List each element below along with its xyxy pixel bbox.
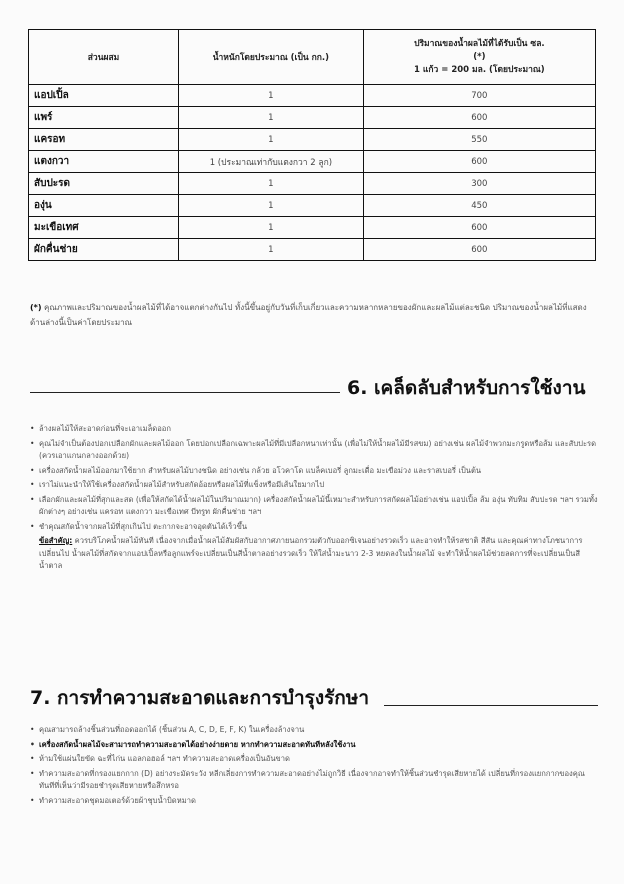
weight-cell: 1 — [179, 85, 364, 107]
yield-cell: 300 — [363, 173, 595, 195]
list-item-emphasis: • เครื่องสกัดน้ำผลไม้จะสามารถทำความสะอาดได้อย่างง่ายดาย หากทำความสะอาดทันทีหลังใช้งาน — [30, 739, 600, 752]
table-row — [29, 129, 596, 151]
list-item: • คุณไม่จำเป็นต้องปอกเปลือกผักและผลไม้ออก โดยปอกเปลือกเฉพาะผลไม้ที่มีเปลือกหนาเท่านั้น (เพื่อไม่ให้น้ำผลไม้มีรสขม) อย่างเช่น ผลไม้จำพวกมะกรูดหรือส้ม และสับปะรด (ควรเอาแกนกลางออกด้วย) — [30, 438, 600, 463]
list-item: • ทำความสะอาดชุดมอเตอร์ด้วยผ้าชุบน้ำบิดหมาด — [30, 795, 600, 808]
ingredient-cell: สับปะรด — [29, 173, 179, 195]
section-6-divider — [30, 392, 340, 393]
table-row — [29, 195, 596, 217]
section-6-title: 6. เคล็ดลับสำหรับการใช้งาน — [347, 377, 586, 399]
list-item: • ล้างผลไม้ให้สะอาดก่อนที่จะเอาเมล็ดออก — [30, 423, 600, 436]
yield-cell: 550 — [363, 129, 595, 151]
list-item: • เลือกผักและผลไม้ที่สุกและสด (เพื่อให้สกัดได้น้ำผลไม้ในปริมาณมาก) เครื่องสกัดน้ำผลไม้นี้เหมาะสำหรับการสกัดผลไม้อย่างเช่น แอปเปิ้ล ส้ม องุ่น ทับทิม สับปะรด ฯลฯ รวมทั้งผักต่างๆ อย่างเช่น แครอท แตงกวา มะเขือเทศ บีทรูท ผักคื่นช่าย ฯลฯ — [30, 494, 600, 519]
ingredient-cell: แครอท — [29, 129, 179, 151]
column-header-yield-line2: (*) — [473, 51, 486, 62]
list-item: • เราไม่แนะนำให้ใช้เครื่องสกัดน้ำผลไม้สำหรับสกัดอ้อยหรือผลไม้ที่แข็งหรือมีเส้นใยมากไป — [30, 479, 600, 492]
section-7-title: 7. การทำความสะอาดและการบำรุงรักษา — [30, 687, 370, 709]
yield-cell: 600 — [363, 107, 595, 129]
important-note-text: ควรบริโภคน้ำผลไม้ทันที เนื่องจากเมื่อน้ำผลไม้สัมผัสกับอากาศภายนอกรวมตัวกับออกซิเจนอย่างรวดเร็ว และอาจทำให้รสชาติ สีสัน และคุณค่าทางโภชนาการเปลี่ยนไป น้ำผลไม้ที่สกัดจากแอปเปิ้ลหรือลูกแพร์จะเปลี่ยนเป็นสีน้ำตาลอย่างรวดเร็ว ให้ใส่น้ำมะนาว 2-3 หยดลงในน้ำผลไม้ จะทำให้น้ำผลไม้ช่วยลดการที่จะเปลี่ยนเป็นสีน้ำตาล — [39, 536, 583, 570]
yield-cell: 600 — [363, 217, 595, 239]
cleaning-list — [30, 724, 600, 809]
weight-cell: 1 — [179, 195, 364, 217]
important-note-label: ข้อสำคัญ: — [39, 536, 73, 545]
list-item: • เครื่องสกัดน้ำผลไม้ออกมาใช้ยาก สำหรับผลไม้บางชนิด อย่างเช่น กล้วย อโวคาโด แบล็คเบอรี่ ลูกมะเดื่อ มะเขือม่วง และราสเบอรี่ เป็นต้น — [30, 465, 600, 478]
column-header-yield-line3: 1 แก้ว = 200 มล. (โดยประมาณ) — [414, 64, 545, 75]
ingredient-cell: แพร์ — [29, 107, 179, 129]
section-7-divider — [384, 705, 598, 706]
yield-cell: 700 — [363, 85, 595, 107]
table-row — [29, 217, 596, 239]
ingredient-cell: ผักคื่นช่าย — [29, 239, 179, 261]
yield-cell: 600 — [363, 151, 595, 173]
footnote-text: คุณภาพและปริมาณของน้ำผลไม้ที่ได้อาจแตกต่างกันไป ทั้งนี้ขึ้นอยู่กับวันที่เก็บเกี่ยวและความหลากหลายของผักและผลไม้แต่ละชนิด ปริมาณของน้ำผลไม้ที่แสดงด้านล่างนี้เป็นค่าโดยประมาณ — [30, 303, 587, 327]
table-row — [29, 239, 596, 261]
list-item: • ห้ามใช้แผ่นใยขัด ฉะที่ไก่น แอลกอฮอล์ ฯลฯ ทำความสะอาดเครื่องเป็นอันขาด — [30, 753, 600, 766]
yield-cell: 600 — [363, 239, 595, 261]
juice-yield-table — [28, 29, 596, 261]
ingredient-cell: แตงกวา — [29, 151, 179, 173]
column-header-yield — [363, 30, 595, 85]
important-note — [30, 535, 600, 573]
table-header-row — [29, 30, 596, 85]
list-item: • ชำคุณสกัดน้ำจากผลไม้ที่สุกเกินไป ตะกากจะอาจอุดตันได้เร็วขึ้น — [30, 521, 600, 534]
weight-cell: 1 — [179, 107, 364, 129]
weight-cell: 1 — [179, 239, 364, 261]
weight-cell: 1 — [179, 173, 364, 195]
column-header-weight: น้ำหนักโดยประมาณ (เป็น กก.) — [179, 30, 364, 85]
column-header-ingredient: ส่วนผสม — [29, 30, 179, 85]
list-item: • คุณสามารถล้างชิ้นส่วนที่ถอดออกได้ (ชิ้นส่วน A, C, D, E, F, K) ในเครื่องล้างจาน — [30, 724, 600, 737]
ingredient-cell: แอปเปิ้ล — [29, 85, 179, 107]
yield-cell: 450 — [363, 195, 595, 217]
ingredient-cell: มะเขือเทศ — [29, 217, 179, 239]
table-footnote — [30, 300, 598, 330]
table-row — [29, 107, 596, 129]
weight-cell: 1 — [179, 217, 364, 239]
ingredient-cell: องุ่น — [29, 195, 179, 217]
usage-tips-list — [30, 423, 600, 575]
footnote-marker: (*) — [30, 303, 42, 312]
table-row — [29, 85, 596, 107]
weight-cell: 1 (ประมาณเท่ากับแตงกวา 2 ลูก) — [179, 151, 364, 173]
table-row — [29, 151, 596, 173]
weight-cell: 1 — [179, 129, 364, 151]
table-row — [29, 173, 596, 195]
list-item: • ทำความสะอาดที่กรองแยกกาก (D) อย่างระมัดระวัง หลีกเลี่ยงการทำความสะอาดอย่างไม่ถูกวิธี เนื่องจากอาจทำให้ชิ้นส่วนชำรุดเสียหายได้ เปลี่ยนที่กรองแยกกากของคุณทันทีที่เห็นว่ามีรอยชำรุดเสียหายหรือสึกหรอ — [30, 768, 600, 793]
column-header-yield-line1: ปริมาณของน้ำผลไม้ที่ได้รับเป็น ซล. — [414, 38, 545, 49]
